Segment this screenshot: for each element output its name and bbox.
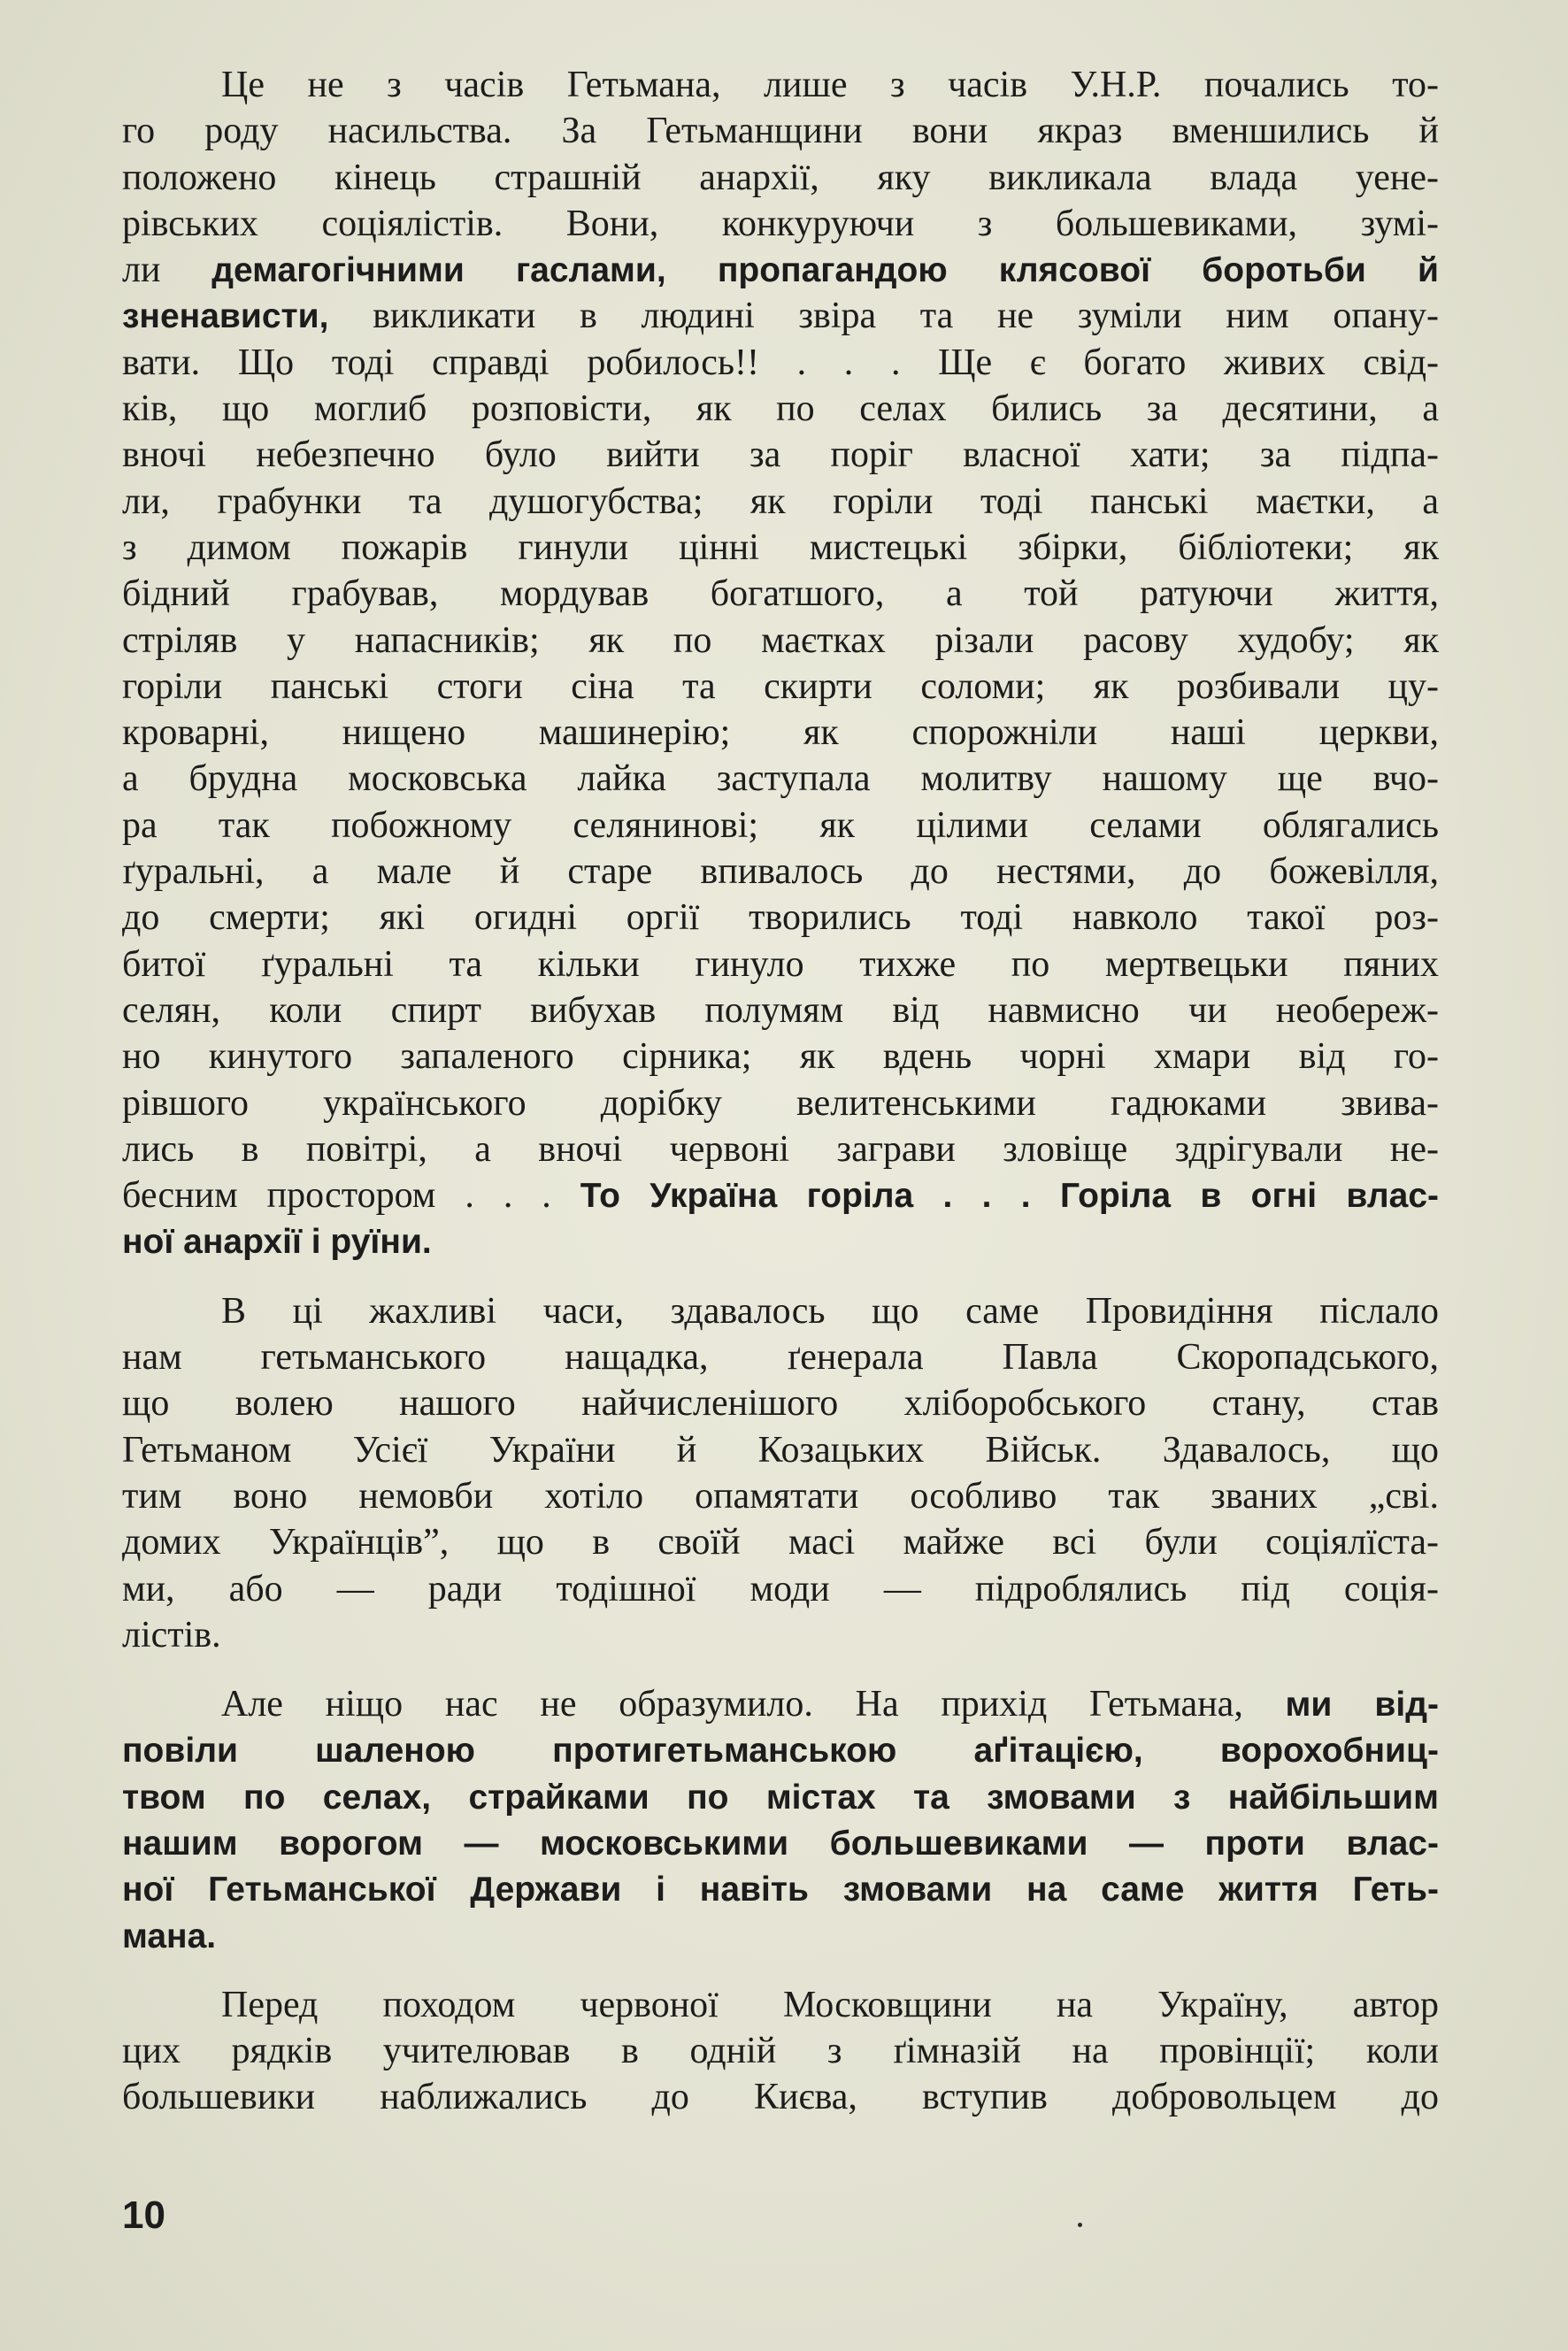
text-line (122, 664, 1439, 710)
bold-text: повіли шаленою протигетьманською аґітацією, ворохобниц- (122, 1732, 1439, 1771)
text-line (122, 201, 1439, 247)
text-run: Гетьманом Усієї України й Козацьких Військ. Здавалось, що (122, 1429, 1439, 1471)
text-run: лістів. (122, 1614, 221, 1656)
paragraph (122, 62, 1439, 1265)
text-run: ґуральні, а мале й старе впивалось до нестями, до божевілля, (122, 851, 1439, 893)
text-line (122, 1172, 1439, 1218)
text-line (122, 525, 1439, 571)
text-line (122, 1218, 1439, 1264)
bold-text: ної Гетьманської Держави і навіть змовами на саме життя Геть- (122, 1871, 1439, 1909)
text-run: битої ґуральні та кільки гинуло тихже по мертвецьки пяних (122, 943, 1439, 985)
text-run: бесним простором . . . (122, 1175, 580, 1217)
text-line (122, 2028, 1439, 2074)
text-line (122, 941, 1439, 987)
text-run: лись в повітрі, а вночі червоні заграви зловіще здрігували не- (122, 1128, 1439, 1170)
text-run: ків, що моглиб розповісти, як по селах бились за десятини, а (122, 388, 1439, 430)
text-run: викликати в людині звіра та не зуміли ним опану- (328, 296, 1439, 337)
text-line (122, 108, 1439, 154)
text-run: В ці жахливі часи, здавалось що саме Провидіння післало (221, 1290, 1439, 1332)
paragraph (122, 1681, 1439, 1959)
text-line (122, 1727, 1439, 1773)
text-line (122, 1288, 1439, 1334)
text-line (122, 1866, 1439, 1912)
text-run: стріляв у напасників; як по маєтках різали расову худобу; як (122, 619, 1439, 661)
text-run: а брудна московська лайка заступала молитву нашому ще вчо- (122, 758, 1439, 800)
text-run: ми, або — ради тодішної моди — підроблялись під соція- (122, 1568, 1439, 1610)
text-line (122, 1913, 1439, 1959)
text-line (122, 1774, 1439, 1820)
text-run: тим воно немовби хотіло опамятати особливо так званих „сві. (122, 1475, 1439, 1517)
text-run: Але ніщо нас не образумило. На прихід Гетьмана, (221, 1684, 1286, 1725)
text-line (122, 155, 1439, 201)
text-line (122, 571, 1439, 617)
text-line (122, 849, 1439, 895)
text-run: що волею нашого найчисленішого хліборобського стану, став (122, 1383, 1439, 1425)
text-run: го роду насильства. За Гетьманщини вони якраз вменшились й (122, 111, 1439, 152)
text-line (122, 432, 1439, 478)
text-run: вати. Що тоді справді робилось!! . . . Ще є богато живих свід- (122, 342, 1439, 383)
bold-text: нашим ворогом — московськими большевиками — проти влас- (122, 1824, 1439, 1863)
text-run: нам гетьманського нащадка, ґенерала Павла Скоропадського, (122, 1337, 1439, 1379)
bold-text: мана. (122, 1917, 217, 1955)
paragraph-gap (122, 1658, 1439, 1681)
text-run: цих рядків учителював в одній з ґімназій на провінції; коли (122, 2031, 1439, 2072)
bold-text: зненависти, (122, 297, 329, 336)
text-line (122, 1566, 1439, 1612)
page-number: 10 (122, 2193, 165, 2237)
text-line (122, 1033, 1439, 1079)
text-run: ли, грабунки та душогубства; як горіли тоді панські маєтки, а (122, 480, 1439, 522)
bold-text: ної анархії і руїни. (122, 1223, 432, 1262)
text-run: вночі небезпечно було вийти за поріг власної хати; за підпа- (122, 434, 1439, 476)
text-line (122, 2074, 1439, 2120)
text-line (122, 803, 1439, 849)
paragraph-gap (122, 1959, 1439, 1982)
text-line (122, 479, 1439, 525)
paragraph (122, 1288, 1439, 1658)
text-line (122, 293, 1439, 339)
text-line (122, 987, 1439, 1033)
text-line (122, 1126, 1439, 1172)
text-run: ли (122, 250, 212, 291)
text-line (122, 1473, 1439, 1519)
text-line (122, 618, 1439, 664)
text-run: Перед походом червоної Московщини на Україну, автор (221, 1984, 1439, 2025)
body-text (122, 62, 1439, 2121)
text-run: рівшого українського дорібку велитенськими гадюками звива- (122, 1082, 1439, 1124)
text-line (122, 756, 1439, 802)
text-run: большевики наближались до Києва, вступив добровольцем до (122, 2077, 1439, 2118)
text-line (122, 710, 1439, 756)
text-line (122, 895, 1439, 941)
text-run: з димом пожарів гинули цінні мистецькі збірки, бібліотеки; як (122, 526, 1439, 568)
text-line (122, 1681, 1439, 1727)
text-run: бідний грабував, мордував богатшого, а той ратуючи життя, (122, 573, 1439, 615)
text-run: горіли панські стоги сіна та скирти соломи; як розбивали цу- (122, 665, 1439, 707)
text-line (122, 1982, 1439, 2028)
text-run: рівських соціялістів. Вони, конкуруючи з большевиками, зумі- (122, 203, 1439, 244)
text-line (122, 1380, 1439, 1426)
paragraph (122, 1982, 1439, 2121)
text-line (122, 1519, 1439, 1565)
text-line (122, 340, 1439, 386)
text-line (122, 1334, 1439, 1380)
text-run: селян, коли спирт вибухав полумям від навмисно чи необереж- (122, 989, 1439, 1031)
bold-text: твом по селах, страйками по містах та змовами з найбільшим (122, 1778, 1439, 1817)
paragraph-gap (122, 1265, 1439, 1288)
text-line (122, 1820, 1439, 1866)
text-run: кроварні, нищено машинерію; як спорожніли наші церкви, (122, 712, 1439, 754)
text-run: до смерти; які огидні оргії творились тоді навколо такої роз- (122, 897, 1439, 939)
bold-text: демагогічними гаслами, пропагандою клясової боротьби й (211, 251, 1439, 290)
text-run: но кинутого запаленого сірника; як вдень чорні хмари від го- (122, 1036, 1439, 1078)
text-line (122, 1612, 1439, 1658)
bold-text: То Україна горіла . . . Горіла в огні влас- (580, 1177, 1439, 1216)
text-run: ра так побожному селянинові; як цілими селами облягались (122, 804, 1439, 846)
text-line (122, 62, 1439, 108)
text-line (122, 1427, 1439, 1473)
text-run: Це не з часів Гетьмана, лише з часів У.Н.Р. почались то- (221, 65, 1439, 105)
text-run: положено кінець страшній анархії, яку викликала влада уене- (122, 157, 1439, 198)
text-line (122, 386, 1439, 432)
text-run: домих Українців”, що в своїй масі майже всі були соціялїста- (122, 1522, 1439, 1563)
bold-text: ми від- (1285, 1686, 1439, 1725)
ink-speck (1078, 2223, 1082, 2227)
text-line (122, 247, 1439, 293)
text-line (122, 1080, 1439, 1126)
